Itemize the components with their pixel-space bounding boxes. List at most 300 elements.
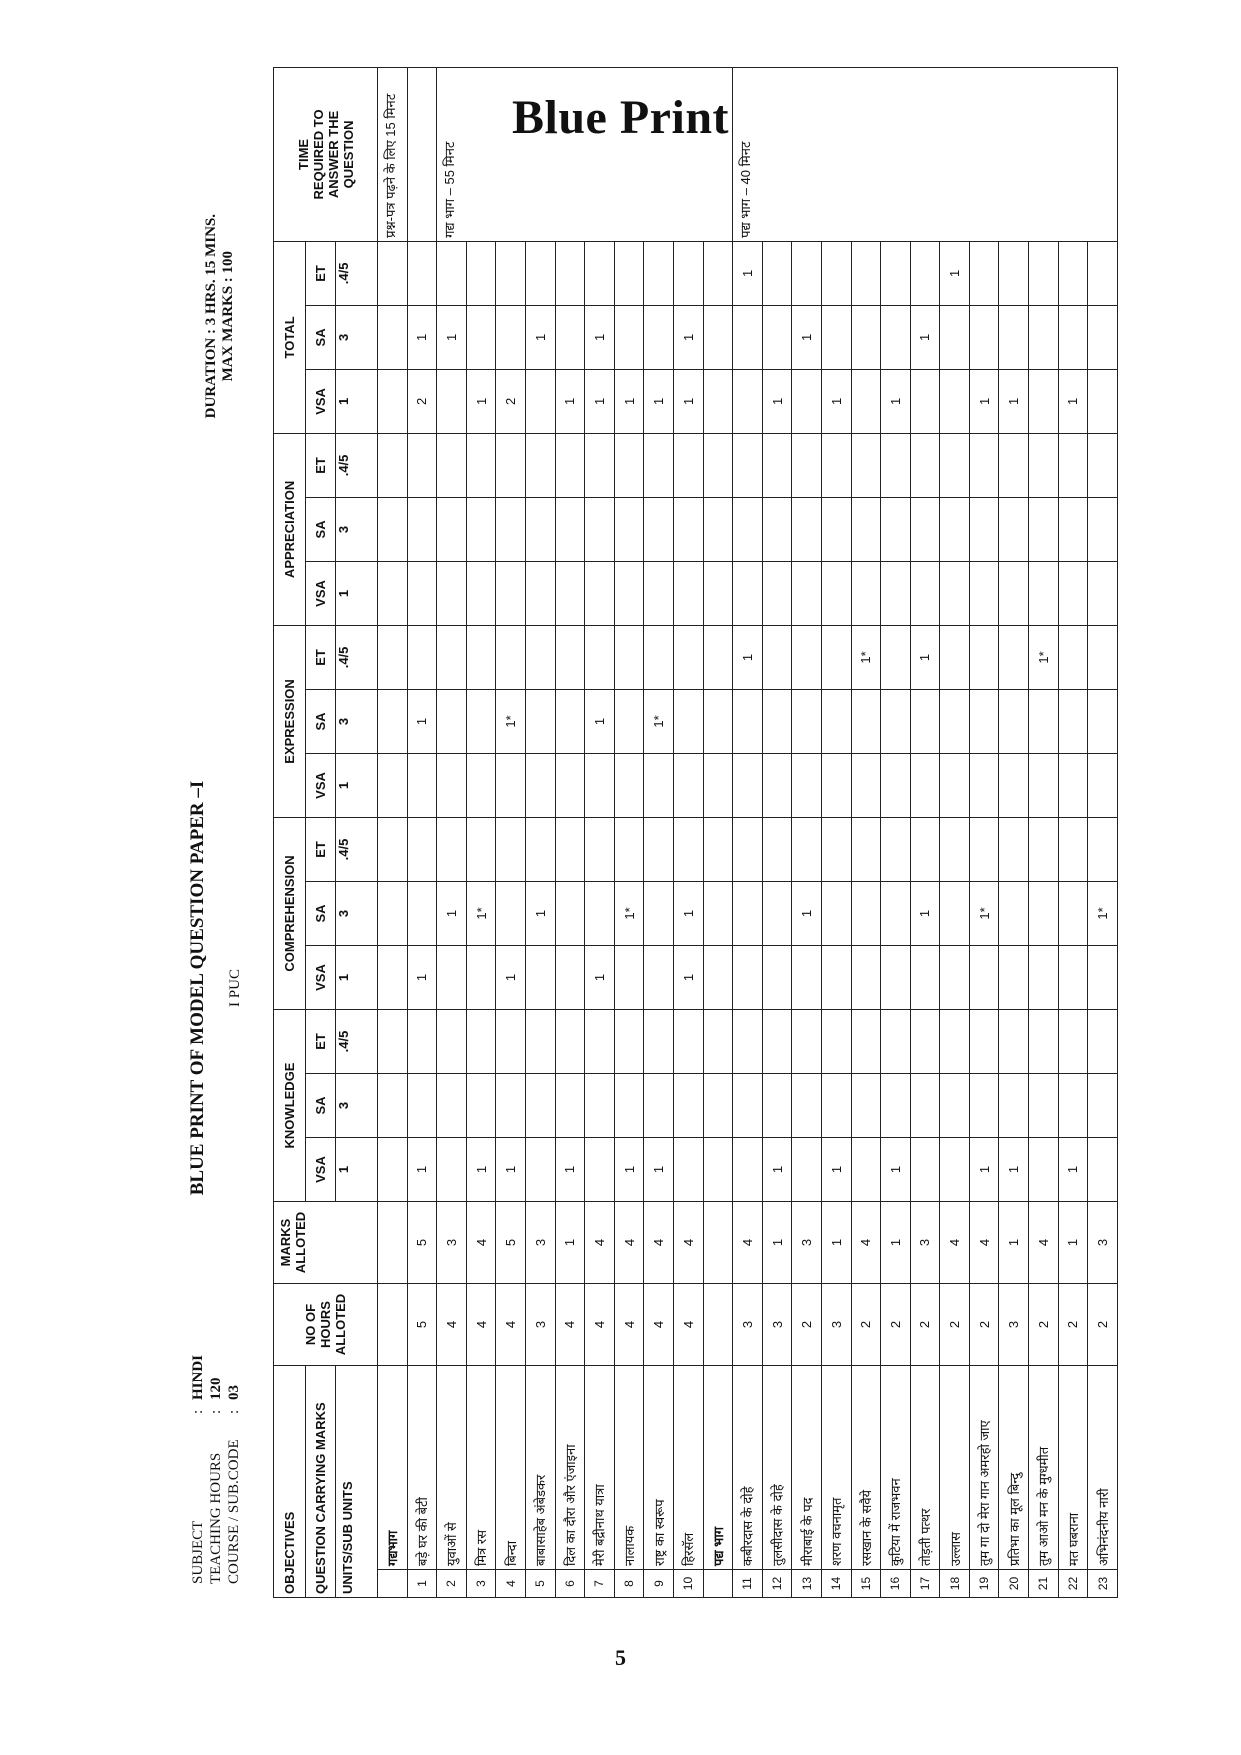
marks-cell: 4 [585, 1201, 615, 1283]
unit-name-cell: तुम गा दो मेरा गान अमरहो जाए [969, 1365, 999, 1569]
class-subtitle: I PUC [227, 969, 243, 1007]
distribution-cell [762, 561, 792, 625]
sub-mark-3: 3 [336, 689, 378, 753]
hours-header-l2: HOURS [318, 1301, 333, 1348]
marks-cell: 4 [466, 1201, 496, 1283]
distribution-cell [703, 1009, 733, 1073]
distribution-cell [881, 817, 911, 881]
distribution-cell [999, 689, 1029, 753]
distribution-cell [881, 625, 911, 689]
distribution-cell [910, 753, 940, 817]
serial-number-cell: 15 [851, 1570, 881, 1598]
distribution-cell [703, 817, 733, 881]
distribution-cell [940, 625, 970, 689]
table-row [1088, 67, 1118, 1597]
distribution-cell [1088, 305, 1118, 369]
distribution-cell [969, 817, 999, 881]
distribution-cell: 1 [1058, 1137, 1088, 1201]
distribution-cell [466, 689, 496, 753]
subject-meta [189, 1355, 243, 1584]
hours-cell [378, 1283, 408, 1365]
distribution-cell [703, 241, 733, 305]
sub-mark-3: 3 [336, 497, 378, 561]
distribution-cell [525, 753, 555, 817]
distribution-cell: 1 [437, 881, 467, 945]
serial-number-cell: 4 [496, 1570, 526, 1598]
distribution-cell [703, 625, 733, 689]
unit-name-cell: राष्ट्र का स्वरूप [644, 1365, 674, 1569]
serial-number-cell: 20 [999, 1570, 1029, 1598]
hours-value: 120 [208, 1377, 224, 1400]
unit-name-cell: कुटिया में राजभवन [881, 1365, 911, 1569]
hours-cell [703, 1283, 733, 1365]
marks-cell: 4 [851, 1201, 881, 1283]
table-row [673, 67, 703, 1597]
distribution-cell [910, 497, 940, 561]
distribution-cell [644, 561, 674, 625]
distribution-cell [910, 561, 940, 625]
hours-cell: 2 [940, 1283, 970, 1365]
hours-cell: 4 [466, 1283, 496, 1365]
distribution-cell [969, 561, 999, 625]
distribution-cell [910, 689, 940, 753]
unit-name-cell: कबीरदास के दोहे [733, 1365, 763, 1569]
distribution-cell [821, 1009, 851, 1073]
distribution-cell [1088, 497, 1118, 561]
course-value: 03 [226, 1385, 242, 1400]
distribution-cell [673, 497, 703, 561]
distribution-cell [555, 561, 585, 625]
serial-number-cell: 6 [555, 1570, 585, 1598]
distribution-cell [1058, 625, 1088, 689]
distribution-cell [851, 305, 881, 369]
distribution-cell: 1 [466, 1137, 496, 1201]
distribution-cell [999, 945, 1029, 1009]
distribution-cell [644, 817, 674, 881]
distribution-cell [555, 817, 585, 881]
header-row-qcm [306, 67, 336, 1597]
sub-type-sa: SA [306, 689, 336, 753]
distribution-cell [762, 689, 792, 753]
distribution-cell [1029, 561, 1059, 625]
table-row [821, 67, 851, 1597]
distribution-cell [762, 241, 792, 305]
serial-number-cell: 22 [1058, 1570, 1088, 1598]
distribution-cell [466, 497, 496, 561]
distribution-cell [407, 625, 437, 689]
marks-header [274, 1201, 378, 1283]
serial-number-cell: 10 [673, 1570, 703, 1598]
marks-cell: 4 [673, 1201, 703, 1283]
serial-number-cell: 1 [407, 1570, 437, 1598]
distribution-cell [614, 561, 644, 625]
distribution-cell [881, 561, 911, 625]
distribution-cell [733, 497, 763, 561]
distribution-cell [378, 305, 408, 369]
sub-type-sa: SA [306, 305, 336, 369]
distribution-cell [378, 369, 408, 433]
distribution-cell [1058, 945, 1088, 1009]
distribution-cell [407, 753, 437, 817]
distribution-cell [821, 433, 851, 497]
distribution-cell [378, 689, 408, 753]
unit-name-cell: गद्यभाग [378, 1365, 408, 1569]
header-row-objectives [274, 67, 306, 1597]
sub-type-sa: SA [306, 497, 336, 561]
distribution-cell [821, 241, 851, 305]
distribution-cell [969, 625, 999, 689]
distribution-cell [881, 689, 911, 753]
distribution-cell [910, 945, 940, 1009]
distribution-cell [525, 1137, 555, 1201]
distribution-cell [496, 753, 526, 817]
distribution-cell [585, 241, 615, 305]
distribution-cell [1029, 1137, 1059, 1201]
distribution-cell [555, 625, 585, 689]
sub-mark-1: 1 [336, 369, 378, 433]
distribution-cell: 1 [555, 369, 585, 433]
distribution-cell: 1 [644, 369, 674, 433]
distribution-cell [525, 1009, 555, 1073]
sub-mark-et: .4/5 [336, 625, 378, 689]
distribution-cell: 1 [999, 369, 1029, 433]
hours-cell: 2 [1088, 1283, 1118, 1365]
serial-number-cell [378, 1570, 408, 1598]
table-row [555, 67, 585, 1597]
distribution-cell [762, 1073, 792, 1137]
page-number: 5 [615, 1645, 626, 1670]
hours-header [274, 1283, 378, 1365]
serial-number-cell: 18 [940, 1570, 970, 1598]
distribution-cell: 1 [733, 241, 763, 305]
distribution-cell [407, 817, 437, 881]
distribution-cell [940, 1073, 970, 1137]
table-row [407, 67, 437, 1597]
marks-cell: 5 [496, 1201, 526, 1283]
subject-row [189, 1355, 207, 1584]
distribution-cell [881, 1009, 911, 1073]
marks-header-l1: MARKS [278, 1218, 293, 1267]
marks-cell: 4 [1029, 1201, 1059, 1283]
distribution-cell [525, 945, 555, 1009]
unit-name-cell: अभिनंदनीय नारी [1088, 1365, 1118, 1569]
distribution-cell [614, 433, 644, 497]
distribution-cell [378, 1073, 408, 1137]
serial-number-cell: 8 [614, 1570, 644, 1598]
distribution-cell [555, 1073, 585, 1137]
marks-cell: 1 [821, 1201, 851, 1283]
distribution-cell [1058, 561, 1088, 625]
distribution-cell [1088, 817, 1118, 881]
sub-type-sa: SA [306, 881, 336, 945]
hours-cell: 2 [910, 1283, 940, 1365]
distribution-cell [1058, 1073, 1088, 1137]
distribution-cell [437, 1073, 467, 1137]
distribution-cell [614, 817, 644, 881]
distribution-cell [1029, 881, 1059, 945]
distribution-cell [733, 817, 763, 881]
hours-cell: 2 [1058, 1283, 1088, 1365]
hours-cell: 4 [496, 1283, 526, 1365]
distribution-cell [585, 561, 615, 625]
distribution-cell [910, 1009, 940, 1073]
unit-name-cell: युवाओं से [437, 1365, 467, 1569]
time-note-cell: प्रश्न-पत्र पढ़ने के लिए 15 मिनट [378, 67, 408, 241]
distribution-cell [940, 433, 970, 497]
distribution-cell [496, 1009, 526, 1073]
distribution-cell [1029, 305, 1059, 369]
distribution-cell [1058, 689, 1088, 753]
distribution-cell [703, 561, 733, 625]
distribution-cell [673, 753, 703, 817]
distribution-cell [1029, 753, 1059, 817]
distribution-cell [378, 433, 408, 497]
distribution-cell [703, 433, 733, 497]
marks-cell: 1 [762, 1201, 792, 1283]
distribution-cell [496, 817, 526, 881]
marks-cell [378, 1201, 408, 1283]
distribution-cell [673, 1009, 703, 1073]
distribution-cell: 1 [585, 945, 615, 1009]
sub-mark-et: .4/5 [336, 817, 378, 881]
sub-type-et: ET [306, 817, 336, 881]
distribution-cell: 1 [407, 305, 437, 369]
distribution-cell [851, 1009, 881, 1073]
distribution-cell [733, 881, 763, 945]
hours-cell: 3 [525, 1283, 555, 1365]
distribution-cell [1088, 689, 1118, 753]
distribution-cell [762, 945, 792, 1009]
distribution-cell [733, 945, 763, 1009]
distribution-cell [969, 241, 999, 305]
distribution-cell [407, 1009, 437, 1073]
hours-cell: 2 [881, 1283, 911, 1365]
distribution-cell [644, 241, 674, 305]
hours-cell: 5 [407, 1283, 437, 1365]
distribution-cell [585, 1073, 615, 1137]
rotated-blueprint [183, 93, 1111, 1598]
distribution-cell [437, 369, 467, 433]
distribution-cell [792, 945, 822, 1009]
blueprint-table [273, 67, 1118, 1598]
serial-number-cell: 17 [910, 1570, 940, 1598]
distribution-cell [614, 753, 644, 817]
distribution-cell [496, 497, 526, 561]
distribution-cell [555, 497, 585, 561]
distribution-cell [940, 561, 970, 625]
marks-cell: 3 [1088, 1201, 1118, 1283]
distribution-cell [762, 817, 792, 881]
distribution-cell [614, 1073, 644, 1137]
group-header-knowledge: KNOWLEDGE [274, 1009, 306, 1201]
distribution-cell: 1 [940, 241, 970, 305]
group-header-total: TOTAL [274, 241, 306, 433]
distribution-cell [1058, 817, 1088, 881]
table-row [940, 67, 970, 1597]
distribution-cell [703, 945, 733, 1009]
distribution-cell [851, 817, 881, 881]
blueprint-title: BLUE PRINT OF MODEL QUESTION PAPER –I [187, 780, 208, 1196]
distribution-cell [673, 561, 703, 625]
unit-name-cell: बाबासाहेब अंबेडकर [525, 1365, 555, 1569]
hours-cell: 4 [437, 1283, 467, 1365]
max-marks-text: MAX MARKS : 100 [220, 250, 236, 382]
distribution-cell [762, 305, 792, 369]
distribution-cell [378, 561, 408, 625]
distribution-cell [644, 1073, 674, 1137]
distribution-cell [673, 433, 703, 497]
objectives-header: OBJECTIVES [274, 1365, 306, 1597]
distribution-cell [644, 945, 674, 1009]
distribution-cell [1088, 561, 1118, 625]
unit-name-cell: नालायक [614, 1365, 644, 1569]
distribution-cell [614, 1009, 644, 1073]
sub-type-sa: SA [306, 1073, 336, 1137]
distribution-cell [703, 1137, 733, 1201]
table-row [437, 67, 467, 1597]
table-row [733, 67, 763, 1597]
group-header-expression: EXPRESSION [274, 625, 306, 817]
time-header-l3: ANSWER THE [325, 110, 341, 199]
serial-number-cell: 12 [762, 1570, 792, 1598]
marks-cell: 4 [940, 1201, 970, 1283]
distribution-cell: 1 [496, 945, 526, 1009]
sub-mark-1: 1 [336, 753, 378, 817]
distribution-cell [703, 753, 733, 817]
distribution-cell [910, 817, 940, 881]
distribution-cell: 1 [821, 369, 851, 433]
distribution-cell [792, 689, 822, 753]
distribution-cell [585, 881, 615, 945]
distribution-cell [614, 625, 644, 689]
distribution-cell [940, 369, 970, 433]
distribution-cell [496, 433, 526, 497]
time-header-l1: TIME [295, 138, 311, 170]
unit-name-cell: हिरसॅल [673, 1365, 703, 1569]
serial-number-cell [703, 1570, 733, 1598]
distribution-cell [1088, 753, 1118, 817]
distribution-cell: 1 [673, 881, 703, 945]
marks-cell: 3 [437, 1201, 467, 1283]
distribution-cell [673, 1073, 703, 1137]
marks-header-l2: ALLOTED [293, 1211, 308, 1274]
distribution-cell [437, 241, 467, 305]
distribution-cell: 1 [733, 625, 763, 689]
hours-cell: 2 [1029, 1283, 1059, 1365]
distribution-cell [437, 945, 467, 1009]
time-note-cell: पद्य भाग – 40 मिनट [733, 67, 1118, 241]
distribution-cell [999, 625, 1029, 689]
distribution-cell [792, 1009, 822, 1073]
distribution-cell [1088, 625, 1118, 689]
distribution-cell [940, 1137, 970, 1201]
distribution-cell [792, 561, 822, 625]
distribution-cell [496, 881, 526, 945]
distribution-cell [555, 305, 585, 369]
distribution-cell [1029, 1009, 1059, 1073]
distribution-cell [821, 497, 851, 561]
sub-type-vsa: VSA [306, 369, 336, 433]
distribution-cell [733, 305, 763, 369]
hours-cell: 3 [821, 1283, 851, 1365]
distribution-cell [851, 561, 881, 625]
distribution-cell [466, 561, 496, 625]
distribution-cell [525, 625, 555, 689]
distribution-cell [644, 881, 674, 945]
serial-number-cell: 16 [881, 1570, 911, 1598]
distribution-cell: 1* [614, 881, 644, 945]
serial-number-cell: 23 [1088, 1570, 1118, 1598]
distribution-cell [969, 1009, 999, 1073]
distribution-cell [407, 241, 437, 305]
distribution-cell [466, 305, 496, 369]
table-row [910, 67, 940, 1597]
distribution-cell [999, 561, 1029, 625]
sub-mark-et: .4/5 [336, 1009, 378, 1073]
sub-type-et: ET [306, 1009, 336, 1073]
table-row [466, 67, 496, 1597]
unit-name-cell: प्रतिभा का मूल बिन्दु [999, 1365, 1029, 1569]
header-row-units [336, 67, 378, 1597]
distribution-cell [881, 753, 911, 817]
distribution-cell: 1 [614, 1137, 644, 1201]
distribution-cell [1088, 241, 1118, 305]
serial-number-cell: 9 [644, 1570, 674, 1598]
distribution-cell [851, 497, 881, 561]
table-row [585, 67, 615, 1597]
distribution-cell [614, 305, 644, 369]
distribution-cell [1058, 1009, 1088, 1073]
unit-name-cell: तुलसीदास के दोहे [762, 1365, 792, 1569]
distribution-cell: 1* [466, 881, 496, 945]
distribution-cell: 1 [999, 1137, 1029, 1201]
distribution-cell [1088, 433, 1118, 497]
distribution-cell [851, 369, 881, 433]
distribution-cell [673, 1137, 703, 1201]
distribution-cell [881, 1073, 911, 1137]
distribution-cell [792, 753, 822, 817]
distribution-cell: 1 [792, 881, 822, 945]
distribution-cell [1029, 241, 1059, 305]
distribution-cell [407, 433, 437, 497]
distribution-cell [378, 1137, 408, 1201]
distribution-cell [437, 1009, 467, 1073]
sub-mark-3: 3 [336, 1073, 378, 1137]
distribution-cell: 1 [673, 369, 703, 433]
distribution-cell [969, 433, 999, 497]
hours-row [207, 1355, 225, 1584]
distribution-cell [821, 1073, 851, 1137]
unit-name-cell: मित्र रस [466, 1365, 496, 1569]
distribution-cell [733, 753, 763, 817]
hours-cell: 2 [792, 1283, 822, 1365]
distribution-cell [407, 1073, 437, 1137]
distribution-cell [555, 753, 585, 817]
distribution-cell [644, 753, 674, 817]
hours-header-l1: NO OF [303, 1303, 318, 1346]
serial-number-cell: 11 [733, 1570, 763, 1598]
distribution-cell [1029, 369, 1059, 433]
distribution-cell [792, 1137, 822, 1201]
distribution-cell [999, 881, 1029, 945]
distribution-cell [762, 497, 792, 561]
sub-type-vsa: VSA [306, 753, 336, 817]
distribution-cell [999, 1073, 1029, 1137]
distribution-cell [525, 433, 555, 497]
marks-cell: 3 [525, 1201, 555, 1283]
distribution-cell: 2 [496, 369, 526, 433]
distribution-cell: 1* [851, 625, 881, 689]
